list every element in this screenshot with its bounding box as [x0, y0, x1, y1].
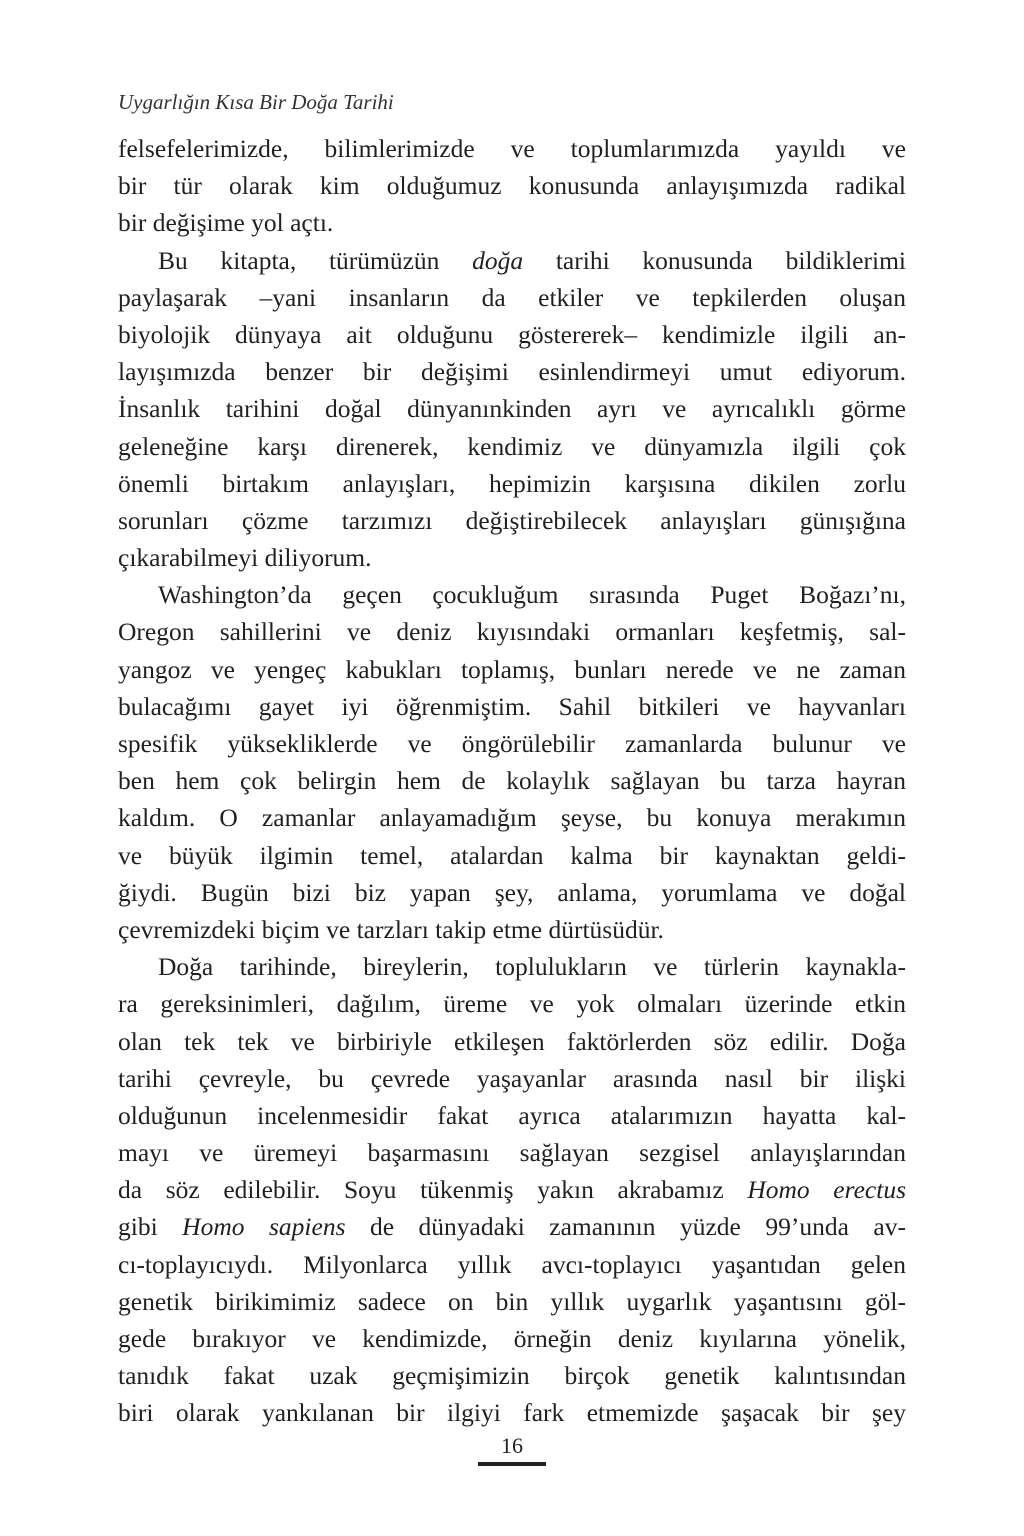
text-segment: genetik birikimimiz sadece on bin yıllık uygarlık yaşantısını göl- [118, 1286, 906, 1316]
text-segment: tarihi çevreyle, bu çevrede yaşayanlar arasında nasıl bir ilişki [118, 1063, 906, 1093]
text-line [118, 799, 906, 836]
text-segment: kaldım. O zamanlar anlayamadığım şeyse, bu konuya merakımın [118, 803, 906, 833]
text-line [118, 1097, 906, 1134]
text-segment: biri olarak yankılanan bir ilgiyi fark etmemizde şaşacak bir şey [118, 1398, 906, 1428]
text-segment: tarihi konusunda bildiklerimi [523, 245, 906, 275]
text-line [118, 539, 906, 576]
text-segment: layışımızda benzer bir değişimi esinlendirmeyi umut ediyorum. [118, 357, 906, 387]
text-line [118, 613, 906, 650]
text-segment: Washington’da geçen çocukluğum sırasında Puget Boğazı’nı, [158, 580, 906, 610]
text-segment: felsefelerimizde, bilimlerimizde ve toplumlarımızda yayıldı ve [118, 134, 906, 163]
text-line [118, 204, 906, 241]
text-line [118, 762, 906, 799]
text-line [118, 1357, 906, 1394]
text-segment: sorunları çözme tarzımızı değiştirebilecek anlayışları günışığına [118, 505, 906, 535]
text-segment: ğiydi. Bugün bizi biz yapan şey, anlama, yorumlama ve doğal [118, 877, 906, 907]
text-line [118, 948, 906, 985]
text-line [118, 1320, 906, 1357]
text-segment: Doğa tarihinde, bireylerin, toplulukların ve türlerin kaynakla- [158, 952, 906, 982]
text-line [118, 911, 906, 948]
text-segment: yangoz ve yengeç kabukları toplamış, bunları nerede ve ne zaman [118, 654, 906, 684]
text-line [118, 130, 906, 167]
running-header: Uygarlığın Kısa Bir Doğa Tarihi [118, 90, 394, 114]
text-line [118, 353, 906, 390]
page-number: 16 [501, 1433, 523, 1458]
italic-text: Homo erectus [747, 1175, 906, 1205]
text-line [118, 985, 906, 1022]
text-segment: paylaşarak –yani insanların da etkiler ve tepkilerden oluşan [118, 282, 906, 312]
text-segment: spesifik yüksekliklerde ve öngörülebilir zamanlarda bulunur ve [118, 729, 906, 758]
text-segment: Bu kitapta, türümüzün [158, 245, 473, 275]
text-line [118, 1171, 906, 1208]
text-line [118, 688, 906, 725]
text-segment: tanıdık fakat uzak geçmişimizin birçok genetik kalıntısından [118, 1361, 906, 1391]
text-segment: bir değişime yol açtı. [118, 208, 334, 238]
text-line [118, 576, 906, 613]
italic-text: doğa [472, 245, 524, 275]
page-number-block [478, 1432, 546, 1466]
text-segment: Oregon sahillerini ve deniz kıyısındaki ormanları keşfetmiş, sal- [118, 617, 906, 647]
text-line [118, 1394, 906, 1431]
text-segment: cı-toplayıcıydı. Milyonlarca yıllık avcı-toplayıcı yaşantıdan gelen [118, 1249, 906, 1279]
text-line [118, 428, 906, 465]
text-segment: ben hem çok belirgin hem de kolaylık sağlayan bu tarza hayran [118, 766, 906, 796]
text-line [118, 167, 906, 204]
text-segment: gede bırakıyor ve kendimizde, örneğin deniz kıyılarına yönelik, [118, 1324, 906, 1353]
italic-text: Homo sapiens [182, 1212, 346, 1242]
text-line [118, 651, 906, 688]
text-line [118, 1246, 906, 1283]
text-line [118, 874, 906, 911]
text-segment: geleneğine karşı direnerek, kendimiz ve dünyamızla ilgili çok [118, 431, 906, 461]
text-segment: olan tek tek ve birbiriyle etkileşen faktörlerden söz edilir. Doğa [118, 1026, 906, 1056]
text-line [118, 725, 906, 762]
text-segment: olduğunun incelenmesidir fakat ayrıca atalarımızın hayatta kal- [118, 1100, 906, 1130]
text-line [118, 502, 906, 539]
text-line [118, 465, 906, 502]
text-segment: bulacağımı gayet iyi öğrenmiştim. Sahil bitkileri ve hayvanları [118, 691, 906, 721]
text-segment: de dünyadaki zamanının yüzde 99’unda av- [345, 1212, 906, 1242]
text-segment: bir tür olarak kim olduğumuz konusunda anlayışımızda radikal [118, 171, 906, 201]
text-segment: önemli birtakım anlayışları, hepimizin karşısına dikilen zorlu [118, 468, 906, 498]
text-segment: mayı ve üremeyi başarmasını sağlayan sezgisel anlayışlarından [118, 1138, 906, 1168]
text-line [118, 1208, 906, 1245]
text-segment: çıkarabilmeyi diliyorum. [118, 543, 372, 573]
text-line [118, 1060, 906, 1097]
body-text [118, 130, 906, 1432]
text-segment: gibi [118, 1212, 183, 1242]
text-line [118, 279, 906, 316]
text-line [118, 837, 906, 874]
text-segment: ra gereksinimleri, dağılım, üreme ve yok olmaları üzerinde etkin [118, 989, 906, 1019]
text-line [118, 242, 906, 279]
text-line [118, 390, 906, 427]
text-segment: İnsanlık tarihini doğal dünyanınkinden ayrı ve ayrıcalıklı görme [118, 394, 906, 424]
text-line [118, 316, 906, 353]
text-line [118, 1134, 906, 1171]
text-line [118, 1023, 906, 1060]
text-segment: da söz edilebilir. Soyu tükenmiş yakın akrabamız [118, 1175, 748, 1205]
text-segment: biyolojik dünyaya ait olduğunu göstererek– kendimizle ilgili an- [118, 319, 906, 349]
page-number-rule [478, 1462, 546, 1466]
text-segment: ve büyük ilgimin temel, atalardan kalma bir kaynaktan geldi- [118, 840, 906, 870]
text-segment: çevremizdeki biçim ve tarzları takip etme dürtüsüdür. [118, 914, 664, 944]
text-line [118, 1283, 906, 1320]
